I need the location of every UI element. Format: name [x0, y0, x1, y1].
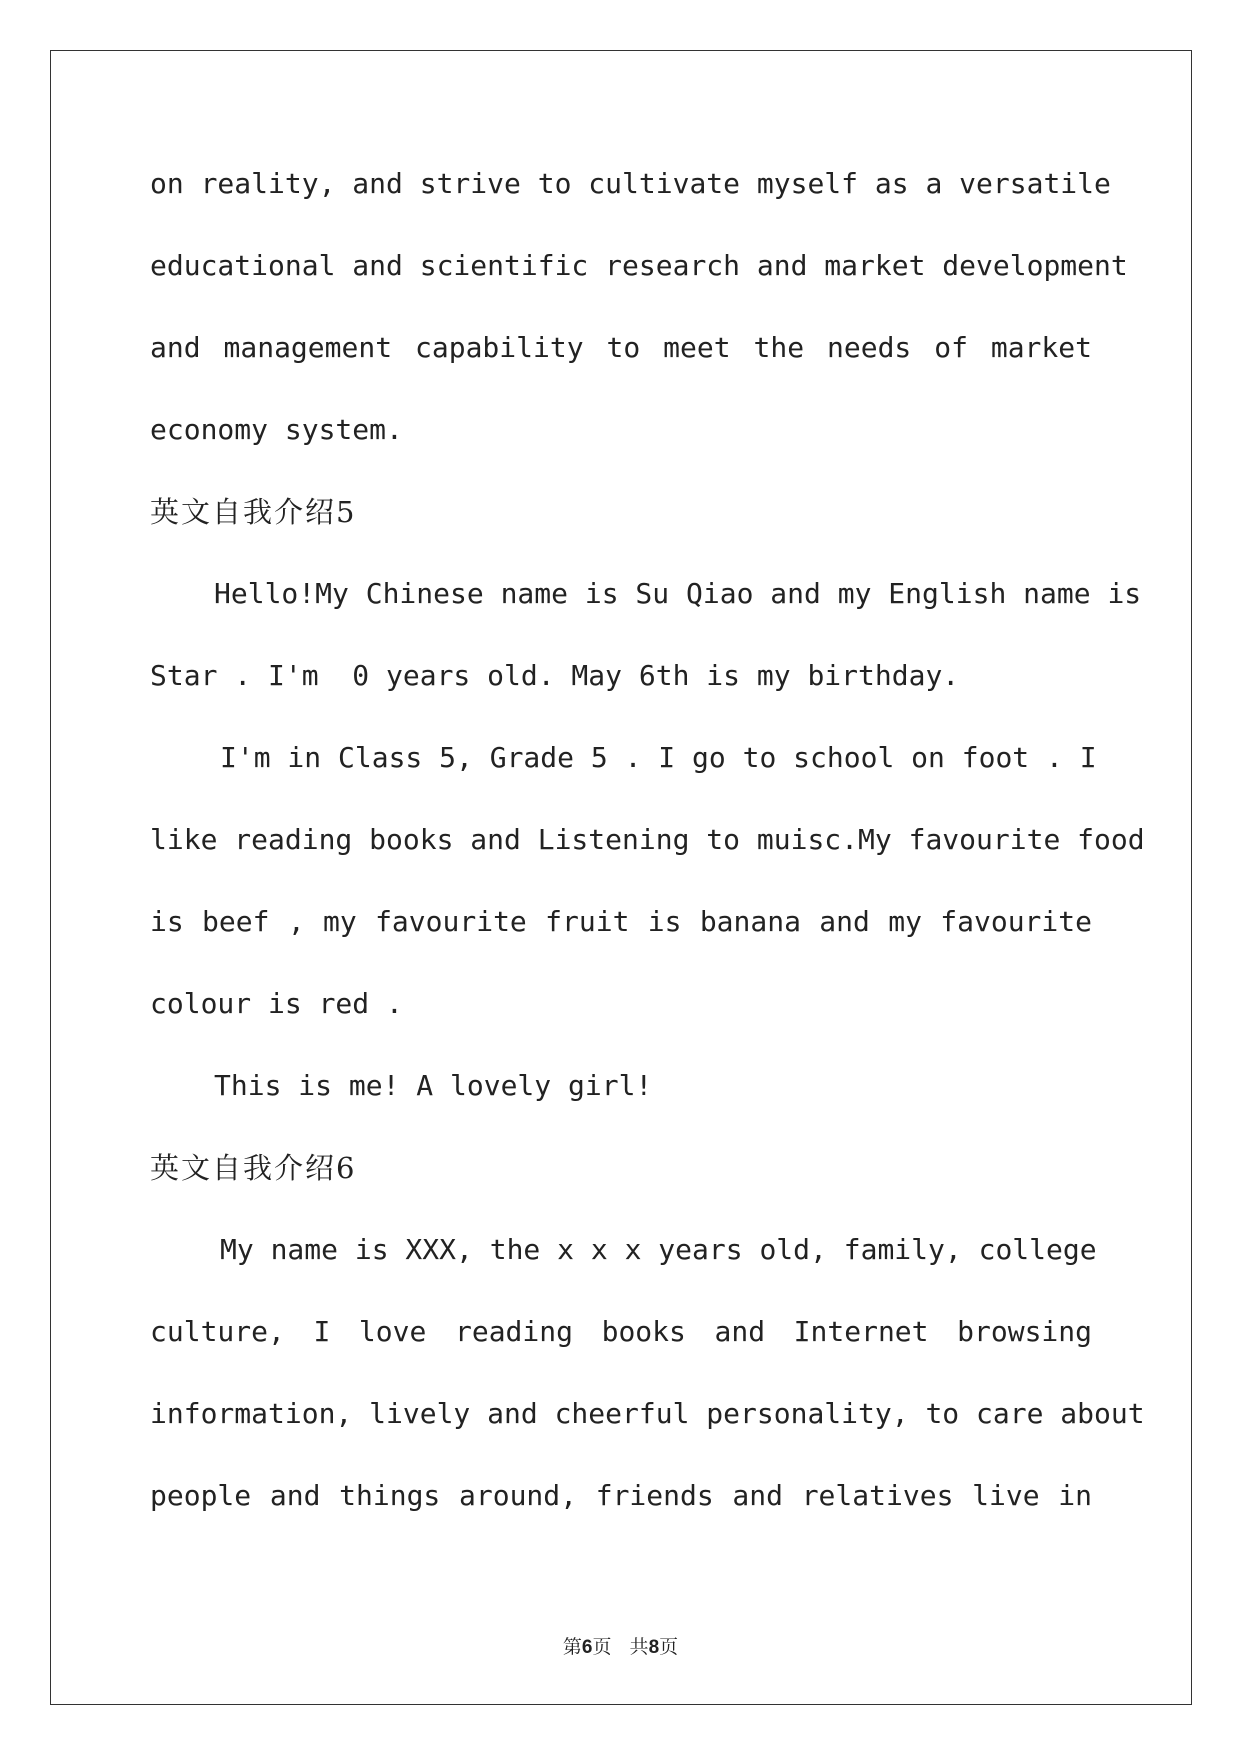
text-line: Hello!My Chinese name is Su Qiao and my English name is	[214, 577, 1142, 610]
text-line: This is me! A lovely girl!	[214, 1069, 653, 1102]
page-footer	[0, 1632, 1241, 1659]
footer-suffix: 页	[659, 1636, 679, 1658]
text-line: on reality, and strive to cultivate myself as a versatile	[150, 167, 1111, 200]
text-line: people and things around, friends and relatives live in	[150, 1479, 1092, 1512]
footer-middle: 页 共	[592, 1636, 649, 1658]
document-body	[150, 160, 1145, 1554]
text-line: colour is red .	[150, 987, 403, 1020]
text-line: culture, I love reading books and Internet browsing	[150, 1315, 1092, 1348]
text-line: is beef , my favourite fruit is banana and my favourite	[150, 905, 1092, 938]
footer-prefix: 第	[562, 1636, 582, 1658]
text-line: information, lively and cheerful personality, to care about	[150, 1397, 1145, 1430]
current-page-number: 6	[581, 1637, 593, 1658]
text-line: Star . I'm 0 years old. May 6th is my birthday.	[150, 659, 960, 692]
text-line: like reading books and Listening to muisc.My favourite food	[150, 823, 1145, 856]
total-page-number: 8	[648, 1637, 660, 1658]
text-line: I'm in Class 5, Grade 5 . I go to school on foot . I	[220, 741, 1097, 774]
section-heading: 英文自我介绍6	[150, 1151, 357, 1185]
section-heading: 英文自我介绍5	[150, 495, 357, 529]
text-line: educational and scientific research and market development	[150, 249, 1128, 282]
text-line: My name is XXX, the x x x years old, family, college	[220, 1233, 1097, 1266]
text-line: and management capability to meet the needs of market	[150, 331, 1092, 364]
text-line: economy system.	[150, 413, 403, 446]
